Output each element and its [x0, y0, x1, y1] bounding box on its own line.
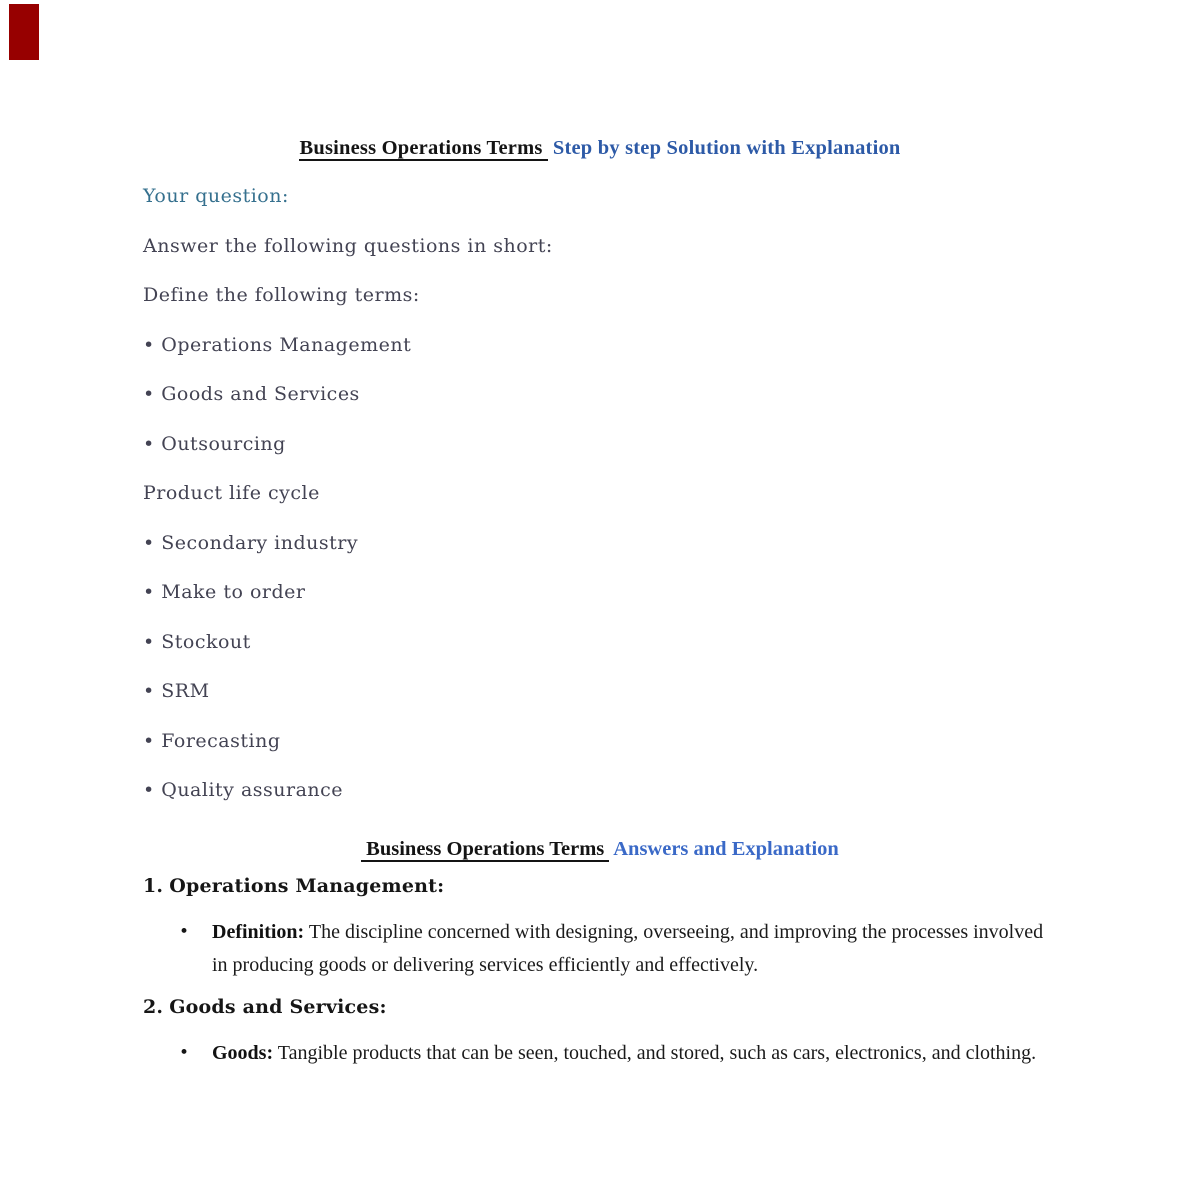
question-bullet-item: • Goods and Services: [143, 383, 360, 405]
red-marker: [9, 4, 39, 60]
answer-term: Goods:: [212, 1042, 274, 1064]
your-question-label: Your question:: [143, 185, 289, 207]
bullet-icon: •: [179, 1043, 190, 1063]
question-bullet-item: • Secondary industry: [143, 531, 359, 554]
question-bullet-item: • Make to order: [143, 581, 306, 603]
document-title: [143, 0, 1057, 160]
answers-heading: [143, 837, 1057, 861]
question-line: Product life cycle: [143, 482, 320, 504]
answer-item-title: Goods and Services:: [169, 996, 387, 1018]
title-terms-part: Business Operations Terms: [299, 137, 547, 161]
answer-term: Definition:: [212, 921, 305, 943]
answer-definition-text: The discipline concerned with designing, overseeing, and improving the processes involved in producing goods or delivering services efficiently and effectively.: [212, 921, 1044, 976]
question-line: Define the following terms:: [143, 284, 420, 306]
question-line: Answer the following questions in short:: [143, 234, 553, 257]
question-bullet-item: • Outsourcing: [143, 432, 286, 455]
answer-item-number: 1.: [143, 875, 164, 897]
question-bullet-item: • Operations Management: [143, 333, 412, 356]
bullet-icon: •: [179, 922, 190, 942]
title-solution-part: Step by step Solution with Explanation: [547, 137, 901, 159]
question-bullet-item: • Stockout: [143, 630, 251, 653]
question-bullet-item: • SRM: [143, 680, 210, 702]
question-bullet-item: • Forecasting: [143, 729, 281, 752]
answer-bullet-row: [179, 1037, 1057, 1070]
answer-definition: [212, 916, 1057, 982]
answer-item-heading: [143, 874, 1057, 898]
answers-heading-accent-part: Answers and Explanation: [609, 838, 839, 860]
question-bullet-item: • Quality assurance: [143, 779, 344, 801]
answer-definition: [212, 1037, 1057, 1070]
answer-item-title: Operations Management:: [169, 875, 445, 897]
answers-heading-terms-part: Business Operations Terms: [361, 838, 609, 862]
answer-item-number: 2.: [143, 996, 164, 1018]
answer-bullet-row: [179, 916, 1057, 982]
answer-item-heading: [143, 995, 1057, 1019]
answer-definition-text: Tangible products that can be seen, touched, and stored, such as cars, electronics, and clothing.: [273, 1042, 1037, 1064]
